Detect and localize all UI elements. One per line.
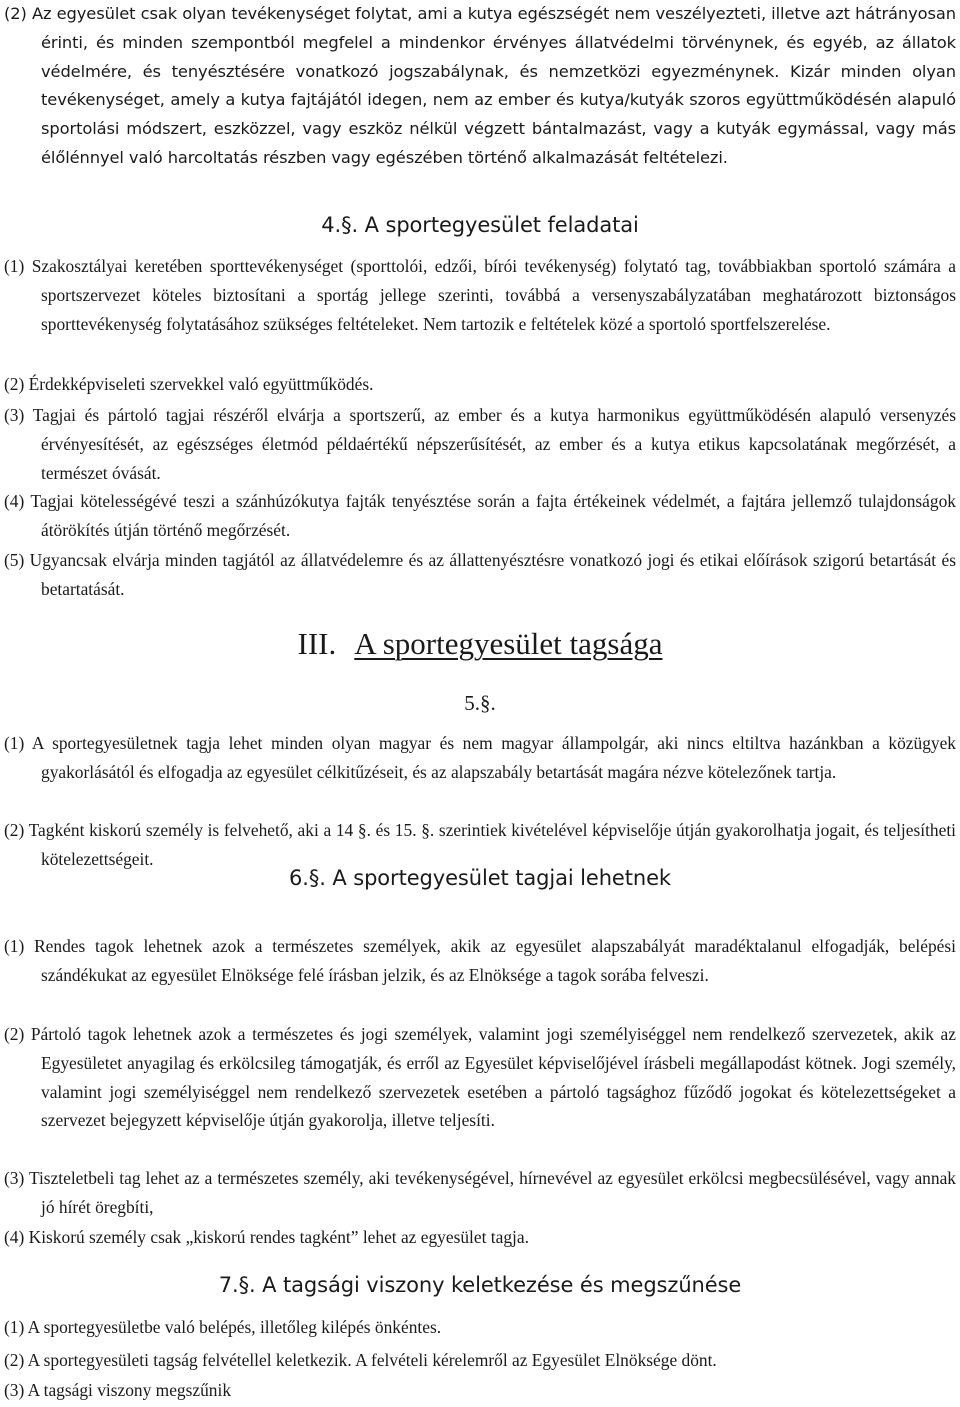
section-5-item-1 [4, 729, 956, 787]
section-4-item-2 [4, 370, 956, 399]
chapter-title: A sportegyesület tagsága [354, 626, 663, 661]
section-6-item-1 [4, 932, 956, 990]
item-number: (1) [4, 1317, 25, 1337]
item-number: (2) [4, 1024, 25, 1044]
section-6-title: 6.§. A sportegyesület tagjai lehetnek [289, 866, 671, 890]
item-number: (4) [4, 491, 25, 511]
item-text: Érdekképviseleti szervekkel való együttműködés. [28, 374, 374, 394]
section-6-item-3 [4, 1164, 956, 1222]
section-7-title: 7.§. A tagsági viszony keletkezése és megszűnése [218, 1273, 742, 1297]
paragraph-text: Az egyesület csak olyan tevékenységet folytat, ami a kutya egészségét nem veszélyezteti, illetve azt hátrányosan érinti, és minden szempontból megfelel a mindenkor érvényes állatvédelmi törvénynek, és egyéb, az állatok védelmére, és tenyésztésére vonatkozó jogszabálynak, és nemzetközi egyezménynek. Kizár minden olyan tevékenységet, amely a kutya fajtájától idegen, nem az ember és kutya/kutyák szoros együttműködésén alapuló sportolási módszert, eszközzel, vagy eszköz nélkül végzett bántalmazást, vagy a kutyák egymással, vagy más élőlénnyel való harcoltatás részben vagy egészében történő alkalmazását feltételezi. [31, 4, 957, 167]
item-text: Tiszteletbeli tag lehet az a természetes személy, aki tevékenységével, hírnevével az egyesület erkölcsi megbecsülésével, vagy annak jó hírét öregbíti, [28, 1168, 956, 1217]
item-number: (1) [4, 256, 25, 276]
section-4-item-5 [4, 546, 956, 604]
item-text: Szakosztályai keretében sporttevékenységet (sporttolói, edzői, bírói tevékenység) folytató tag, továbbiakban sportoló számára a sportszervezet köteles biztosítani a sportág jellege szerinti, továbbá a versenyszabályzatában meghatározott biztonságos sporttevékenység folytatásához szükséges feltételeket. Nem tartozik e feltételek közé a sportoló sportfelszerelése. [31, 256, 956, 334]
item-text: Ugyancsak elvárja minden tagjától az állatvédelemre és az állattenyésztésre vonatkozó jogi és etikai előírások szigorú betartását és betartatását. [29, 550, 956, 599]
paragraph-number: (2) [4, 4, 27, 23]
item-text: A sportegyesületnek tagja lehet minden olyan magyar és nem magyar állampolgár, aki nincs eltiltva hazánkban a közügyek gyakorlásától és elfogadja az egyesület célkitűzéseit, és az alapszabály betartását magára nézve kötelezőnek tartja. [31, 733, 956, 782]
item-text: A sportegyesületbe való belépés, illetőleg kilépés önkéntes. [27, 1317, 442, 1337]
item-text: A sportegyesületi tagság felvétellel keletkezik. A felvételi kérelemről az Egyesület Elnöksége dönt. [27, 1350, 717, 1370]
item-text: Tagként kiskorú személy is felvehető, aki a 14 §. és 15. §. szerintiek kivételével képviselője útján gyakorolhatja jogait, és teljesítheti kötelezettségeit. [28, 820, 956, 869]
item-number: (2) [4, 820, 25, 840]
item-text: A tagsági viszony megszűnik [27, 1380, 232, 1400]
item-number: (1) [4, 936, 25, 956]
item-number: (2) [4, 1350, 25, 1370]
item-text: Tagjai kötelességévé teszi a szánhúzókutya fajták tenyésztése során a fajta értékeinek védelmét, a fajtára jellemző tulajdonságok átörökítés útján történő megőrzését. [30, 491, 956, 540]
item-number: (3) [4, 1168, 25, 1188]
chapter-3-heading [0, 624, 960, 664]
item-text: Pártoló tagok lehetnek azok a természetes és jogi személyek, valamint jogi személyiséggel nem rendelkező szervezetek, akik az Egyesületet anyagilag és erkölcsileg támogatják, és erről az Egyesület képviselőjével írásbeli megállapodást kötnek. Jogi személy, valamint jogi személyiséggel nem rendelkező szervezetek esetében a pártoló tagsághoz fűződő jogokat és kötelezettségeket a szervezet bejegyzett képviselője útján gyakorolja, illetve teljesíti. [30, 1024, 956, 1131]
item-text: Tagjai és pártoló tagjai részéről elvárja a sportszerű, az ember és a kutya harmonikus együttműködésén alapuló versenyzés érvényesítését, az egészséges életmód példaértékű népszerűsítését, az ember és a kutya etikus kapcsolatának megőrzését, a természet óvását. [32, 405, 956, 483]
section-4-item-4 [4, 487, 956, 545]
item-number: (5) [4, 550, 25, 570]
item-text: Kiskorú személy csak „kiskorú rendes tagként” lehet az egyesület tagja. [28, 1227, 529, 1247]
item-number: (3) [4, 1380, 25, 1400]
section-4-item-3 [4, 401, 956, 487]
section-7-item-2 [4, 1346, 956, 1375]
chapter-number: III. [297, 626, 337, 661]
item-text: Rendes tagok lehetnek azok a természetes személyek, akik az egyesület alapszabályát maradéktalanul elfogadják, belépési szándékukat az egyesület Elnöksége felé írásban jelzik, és az Elnöksége a tagok sorába felveszi. [34, 936, 956, 985]
section-7-item-1 [4, 1313, 956, 1342]
section-6-item-2 [4, 1020, 956, 1135]
section-5-title: 5.§. [464, 691, 496, 715]
item-number: (2) [4, 374, 25, 394]
paragraph-2-intro [4, 0, 956, 173]
section-6-item-4 [4, 1223, 956, 1252]
section-4-title: 4.§. A sportegyesület feladatai [321, 213, 639, 237]
section-7-item-3 [4, 1376, 956, 1405]
item-number: (4) [4, 1227, 25, 1247]
item-number: (3) [4, 405, 25, 425]
item-number: (1) [4, 733, 25, 753]
section-4-item-1 [4, 252, 956, 338]
